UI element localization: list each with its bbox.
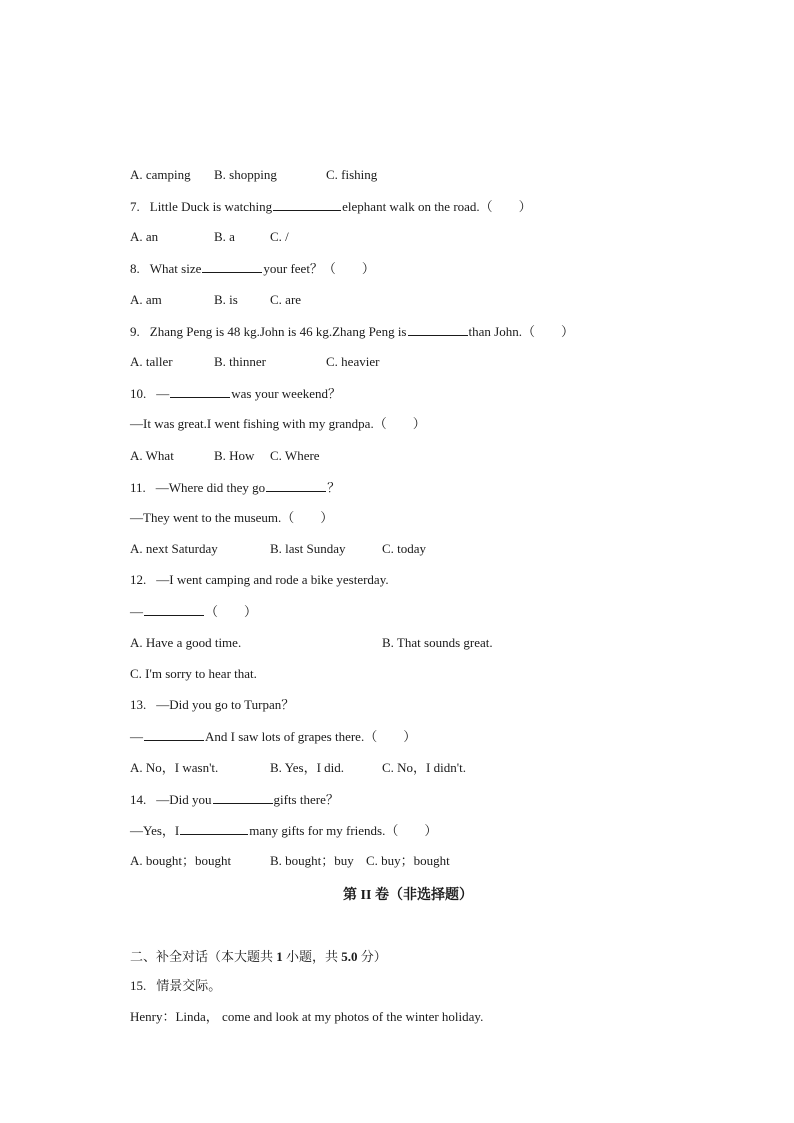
q10-option-b: B. How	[214, 448, 255, 463]
q11-stem	[130, 479, 340, 495]
q8-stem	[130, 260, 375, 276]
part2-title: 第 II 卷（非选择题）	[343, 888, 473, 903]
q7-option-b: B. a	[214, 229, 235, 244]
q10-number: 10.	[130, 386, 147, 401]
q11-text-before: —Where did they go	[155, 480, 266, 495]
q8-text-after: your feet？（ ）	[263, 261, 375, 276]
q10-option-a: A. What	[130, 448, 174, 463]
q14-option-b: B. bought；buy	[270, 853, 354, 868]
q13-response	[130, 728, 416, 744]
q11-number: 11.	[130, 480, 146, 495]
q11-option-a: A. next Saturday	[130, 541, 218, 556]
q8-number: 8.	[130, 261, 140, 276]
q7-option-c: C. /	[270, 229, 289, 244]
q9-stem	[130, 323, 574, 339]
q8-text-before: What size	[149, 261, 202, 276]
q11-response: —They went to the museum.（ ）	[130, 510, 334, 525]
q9-number: 9.	[130, 324, 140, 339]
q12-blank	[144, 603, 204, 616]
q7-text-after: elephant walk on the road.（ ）	[342, 199, 532, 214]
q13-option-a: A. No，I wasn't.	[130, 760, 219, 775]
q11-option-b: B. last Sunday	[270, 541, 346, 556]
q6-option-a: A. camping	[130, 167, 191, 182]
q10-stem	[130, 385, 341, 401]
q15-number: 15.	[130, 978, 147, 993]
section2-label-a: 二、补全对话（本大题共	[130, 949, 274, 964]
q8-option-a: A. am	[130, 292, 162, 307]
q13-response-before: —	[130, 729, 143, 744]
section2-score: 5.0	[341, 949, 358, 964]
q10-blank	[170, 385, 230, 398]
q12-option-c: C. I'm sorry to hear that.	[130, 666, 257, 681]
q14-text-before: —Did you	[156, 792, 212, 807]
q7-blank	[273, 198, 341, 211]
q9-text-after: than John.（ ）	[468, 324, 574, 339]
q14-text-after: gifts there？	[273, 792, 339, 807]
q11-option-c: C. today	[382, 541, 427, 556]
q7-option-a: A. an	[130, 229, 159, 244]
section2-heading	[130, 946, 387, 965]
q8-option-b: B. is	[214, 292, 238, 307]
q7-text-before: Little Duck is watching	[149, 199, 273, 214]
q10-option-c: C. Where	[270, 448, 320, 463]
q9-text-before: Zhang Peng is 48 kg.John is 46 kg.Zhang Peng is	[149, 324, 407, 339]
q13-stem	[130, 697, 294, 713]
q14-response	[130, 822, 437, 838]
section2-label-b: 小题，共	[286, 949, 339, 964]
section2-count: 1	[276, 949, 283, 964]
q14-stem	[130, 791, 339, 807]
q12-response	[130, 603, 257, 619]
q13-response-after: And I saw lots of grapes there.（ ）	[205, 729, 417, 744]
q12-response-after: （ ）	[205, 604, 258, 619]
q12-text: —I went camping and rode a bike yesterday.	[156, 572, 389, 587]
q14-blank-1	[213, 791, 273, 804]
q13-blank	[144, 728, 204, 741]
q13-option-b: B. Yes，I did.	[270, 760, 345, 775]
q9-blank	[408, 323, 468, 336]
q14-response-before: —Yes，I	[130, 823, 180, 838]
q12-option-b: B. That sounds great.	[382, 635, 493, 650]
q15-stem	[130, 978, 221, 994]
q14-option-a: A. bought；bought	[130, 853, 232, 868]
q10-response: —It was great.I went fishing with my grandpa.（ ）	[130, 416, 426, 431]
q11-blank	[266, 479, 326, 492]
q7-stem	[130, 198, 532, 214]
q13-option-c: C. No，I didn't.	[382, 760, 466, 775]
q6-option-b: B. shopping	[214, 167, 277, 182]
q15-text: 情景交际。	[156, 978, 222, 993]
q14-number: 14.	[130, 792, 147, 807]
q8-option-c: C. are	[270, 292, 302, 307]
q14-option-c: C. buy；bought	[366, 853, 450, 868]
q10-text-before: —	[156, 386, 170, 401]
q12-response-before: —	[130, 604, 143, 619]
q13-text: —Did you go to Turpan？	[156, 697, 295, 712]
q11-text-after: ？	[327, 480, 341, 495]
q13-number: 13.	[130, 697, 147, 712]
q12-option-a: A. Have a good time.	[130, 635, 242, 650]
q14-response-after: many gifts for my friends.（ ）	[249, 823, 438, 838]
q10-text-after: was your weekend？	[231, 386, 341, 401]
q15-dialogue-line: Henry：Linda， come and look at my photos of the winter holiday.	[130, 1009, 484, 1024]
section2-label-c: 分）	[360, 949, 387, 964]
q6-option-c: C. fishing	[326, 167, 378, 182]
q14-blank-2	[180, 822, 248, 835]
q9-option-a: A. taller	[130, 354, 173, 369]
q12-number: 12.	[130, 572, 147, 587]
q7-number: 7.	[130, 199, 140, 214]
q12-stem	[130, 572, 389, 588]
q9-option-b: B. thinner	[214, 354, 266, 369]
q9-option-c: C. heavier	[326, 354, 380, 369]
q8-blank	[202, 260, 262, 273]
